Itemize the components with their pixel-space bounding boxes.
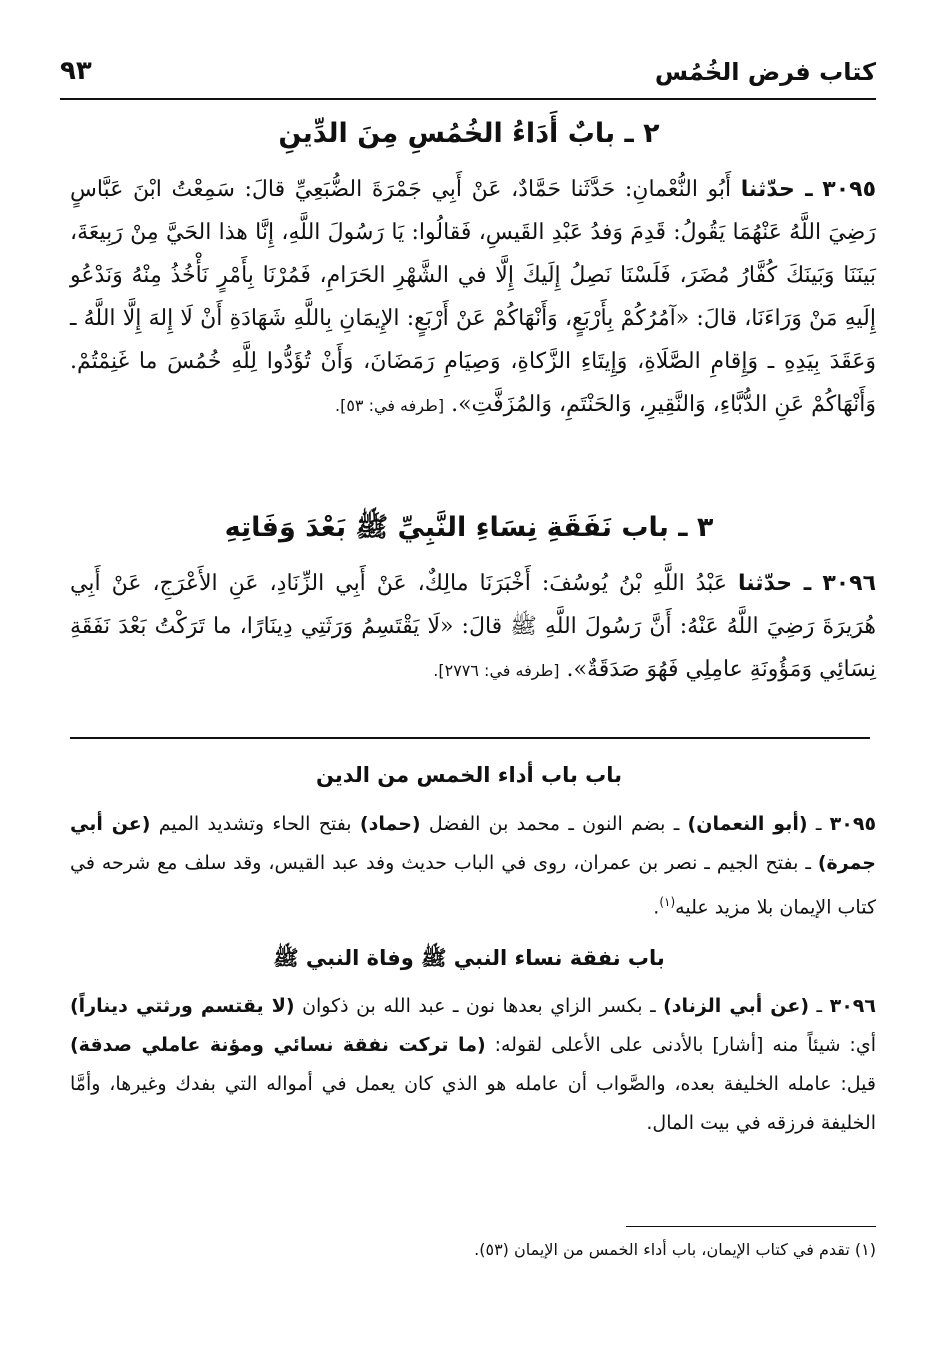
commentary-term: (عن أبي الزناد) [663,995,810,1017]
page-number: ٩٣ [60,56,92,86]
page-header [60,48,876,100]
hadith-text: عَبْدُ اللَّهِ بْنُ يُوسُفَ: أَخْبَرَنَا مالِكٌ، عَنْ أَبِي الزِّنَادِ، عَنِ الأَعْرَجِ، عَنْ أَبِي هُرَيرَةَ رَضِيَ اللَّهُ عَنْهُ: أَنَّ رَسُولَ اللَّهِ ﷺ قالَ: «لَا يَقْتَسِمُ وَرَثَتِي دِينَارًا، ما تَرَكْتُ بَعْدَ نَفَقَةِ نِسَائِي وَمَؤُونَةِ عامِلِي فَهُوَ صَدَقَةٌ». [70,571,876,682]
commentary-heading-1: باب باب أداء الخمس من الدين [315,763,623,787]
commentary-number: ٣٠٩٦ [829,995,876,1017]
commentary-heading-2: باب نفقة نساء النبي ﷺ وفاة النبي ﷺ [273,946,665,970]
commentary-divider [70,737,870,739]
hadith-text: أَبُو النُّعْمانِ: حَدَّثَنا حَمَّادٌ، عَنْ أَبِي جَمْرَةَ الضُّبَعِيِّ قالَ: سَمِعْتُ ابْنَ عَبَّاسٍ رَضِيَ اللَّهُ عَنْهُمَا يَقُولُ: قَدِمَ وَفدُ عَبْدِ القَيسِ، فَقالُوا: يَا رَسُولَ اللَّهِ، إِنَّا هذا الحَيَّ مِنْ رَبِيعَةَ، بَينَنَا وَبَينَكَ كُفَّارُ مُضَرَ، فَلَسْنَا نَصِلُ إِلَيكَ إِلَّا في الشَّهْرِ الحَرَامِ، فَمُرْنَا بِأَمْرٍ نَأْخُذُ مِنْهُ وَنَدْعُو إِلَيهِ مَنْ وَرَاءَنَا، قالَ: «آمُرُكُمْ بِأَرْبَعٍ، وَأَنْهَاكُمْ عَنْ أَرْبَعٍ: الإِيمَانِ بِاللَّهِ شَهَادَةِ أَنْ لَا إِلهَ إِلَّا اللَّهُ ـ وَعَقَدَ بِيَدِهِ ـ وَإِقامِ الصَّلَاةِ، وَإِيتَاءِ الزَّكاةِ، وَصِيَامِ رَمَضَانَ، وَأَنْ تُؤَدُّوا لِلَّهِ خُمُسَ ما غَنِمْتُمْ. وَأَنْهَاكُمْ عَنِ الدُّبَّاءِ، وَالنَّقِيرِ، وَالحَنْتَمِ، وَالمُزَفَّتِ». [70,177,876,417]
cross-reference: [طرفه في: ٢٧٧٦]. [433,661,560,680]
commentary-text: قيل: عامله الخليفة بعده، والصَّواب أن عامله هو الذي كان يعمل في أمواله التي بفدك وغيرها، وأمَّا الخليفة فرزقه في بيت المال. [70,1073,876,1134]
commentary-term: (أبو النعمان) [687,813,808,835]
commentary-term: (لا يقتسم ورثتي ديناراً) [70,995,295,1017]
commentary-text: أي: شيئاً منه [أشار] بالأدنى على الأعلى لقوله: [494,1034,876,1056]
commentary-3096 [70,987,876,1143]
commentary-number: ٣٠٩٥ [829,813,877,835]
commentary-text: ـ بضم النون ـ محمد بن الفضل [428,813,680,835]
chapter-heading-3: ٣ ـ باب نَفَقَةِ نِسَاءِ النَّبِيِّ ﷺ بَعْدَ وَفَاتِهِ [224,512,714,543]
footnote-marker: (١) [659,895,676,909]
hadith-number: ٣٠٩٦ [822,571,877,596]
hadith-3095 [70,168,876,427]
dash: ـ [815,813,822,835]
commentary-term: (حماد) [359,813,421,835]
commentary-text: بفتح الحاء وتشديد الميم [158,813,352,835]
dash: ـ [816,995,823,1017]
hadith-3096 [70,562,876,692]
commentary-term: (ما تركت نفقة نسائي ومؤنة عاملي صدقة) [70,1034,486,1056]
commentary-text: ـ بفتح الجيم ـ نصر بن عمران، روى في الباب حديث وفد عبد القيس، وقد سلف مع شرحه في كتاب الإيمان بلا مزيد عليه [70,852,876,919]
commentary-term: (عن أبي جمرة) [70,813,876,874]
commentary-3095: ٣٠٩٥ ـ (أبو النعمان) ـ بضم النون ـ محمد بن الفضل (حماد) بفتح الحاء وتشديد الميم (عن أبي جمرة) ـ بفتح الجيم ـ نصر بن عمران، روى في الباب حديث وفد عبد القيس، وقد سلف مع شرحه في كتاب الإيمان بلا مزيد عليه$^{(١)}$. [70,813,877,919]
hadith-intro: ـ حدّثنا [738,571,812,596]
hadith-number: ٣٠٩٥ [822,177,876,202]
footnote: (١) تقدم في كتاب الإيمان، باب أداء الخمس من الإيمان (٥٣). [474,1240,876,1259]
running-title: كتاب فرض الخُمُس [654,58,876,86]
cross-reference: [طرفه في: ٥٣]. [334,396,445,415]
footnote-rule [626,1226,876,1227]
chapter-heading-2: ٢ ـ بابٌ أَدَاءُ الخُمُسِ مِنَ الدِّينِ [278,118,660,149]
hadith-intro: ـ حدّثنا [740,177,813,202]
commentary-text: ـ بكسر الزاي بعدها نون ـ عبد الله بن ذكوان [302,995,656,1017]
